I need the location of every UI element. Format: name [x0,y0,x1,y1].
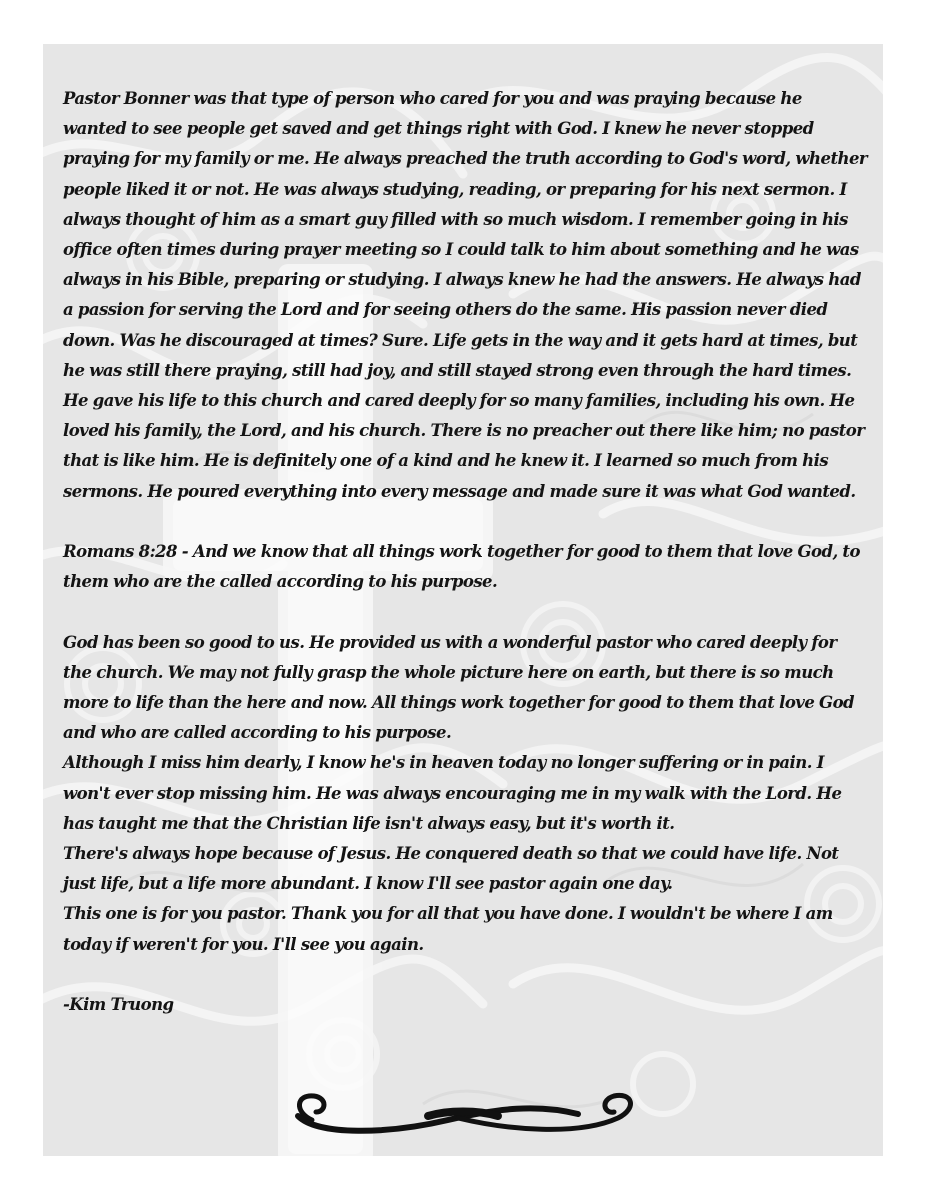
paragraph-missing-him: Although I miss him dearly, I know he's in heaven today no longer suffering or in pain. I won't ever stop missing him. He was always encouraging me in my walk with the Lord. He has taught me that the Christian life isn't always easy, but it's worth it. [63,753,842,833]
paragraph-dedication: This one is for you pastor. Thank you for all that you have done. I wouldn't be where I am today if weren't for you. I'll see you again. [63,904,833,954]
letter-page [43,44,883,1156]
paragraph-gap [63,507,869,537]
letter-body [63,84,869,1020]
paragraph-hope: There's always hope because of Jesus. He conquered death so that we could have life. Not just life, but a life more abundant. I know I'll see pastor again one day. [63,844,839,894]
paragraph-gratitude: God has been so good to us. He provided us with a wonderful pastor who cared deeply for the church. We may not fully grasp the whole picture here on earth, but there is so much more to life than the here and now. All things work together for good to them that love God and who are called according to his purpose. [63,632,855,743]
paragraph-tribute: Pastor Bonner was that type of person who cared for you and was praying because he wanted to see people get saved and get things right with God. I knew he never stopped praying for my family or me. He always preached the truth according to God's word, whether people liked it or not. He was always studying, reading, or preparing for his next sermon. I always thought of him as a smart guy filled with so much wisdom. I remember going in his office often times during prayer meeting so I could talk to him about something and he was always in his Bible, preparing or studying. I always knew he had the answers. He always had a passion for serving the Lord and for seeing others do the same. His passion never died down. Was he discouraged at times? Sure. Life gets in the way and it gets hard at times, but he was still there praying, still had joy, and still stayed strong even through the hard times. He gave his life to this church and cared deeply for so many families, including his own. He loved his family, the Lord, and his church. There is no preacher out there like him; no pastor that is like him. He is definitely one of a kind and he knew it. I learned so much from his sermons. He poured everything into every message and made sure it was what God wanted. [63,89,868,501]
paragraph-gap [63,597,869,627]
scripture-verse: Romans 8:28 - And we know that all things work together for good to them that love God, to them who are the called according to his purpose. [63,542,860,592]
signature: -Kim Truong [63,995,174,1015]
flourish-divider [288,1090,643,1138]
paragraph-gap [63,960,869,990]
